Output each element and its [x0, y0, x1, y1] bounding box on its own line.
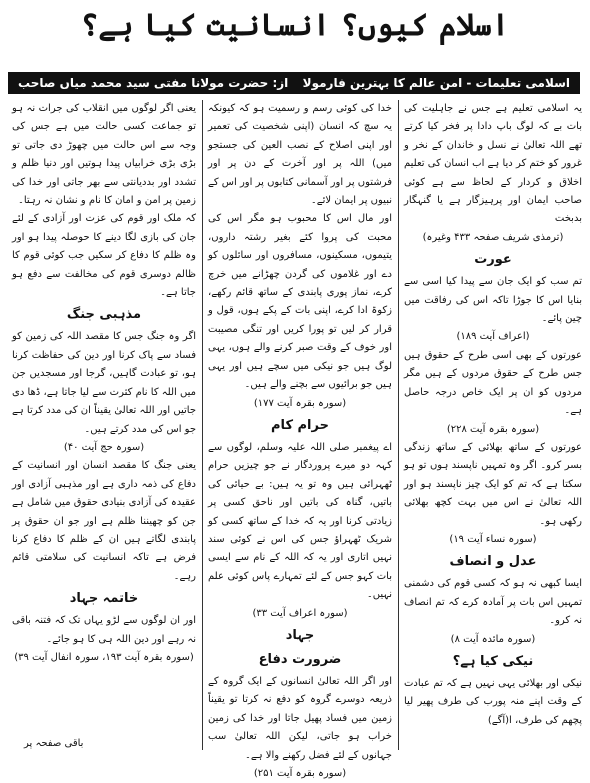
column-left-paragraph: اور ان لوگوں سے لڑو یہاں تک کہ فتنہ باقی نہ رہے اور دین اللہ ہی کا ہو جائے۔: [12, 615, 196, 645]
citation: (سورہ نساء آیت ۱۹): [449, 533, 537, 545]
page-title: اسلام کیوں؟ انسانیت کیا ہے؟: [80, 8, 510, 43]
column-right-paragraph: ایسا کبھی نہ ہو کہ کسی قوم کی دشمنی تمہیں اس بات پر آمادہ کرے کہ تم انصاف نہ کرو۔: [404, 578, 582, 627]
section-heading-woman: عورت: [474, 252, 512, 268]
continued-note: باقی صفحہ پر: [24, 738, 84, 749]
column-middle-paragraph: خدا کی کوئی رسم و رسمیت ہو کہ کیونکہ یہ سچ کہ انسان (اپنی شخصیت کی تعمیر اور اپنی اصلاح کے نصب العین کی جستجو میں) اللہ پر اور آخرت کے دن پر اور فرشتوں پر اور آسمانی کتابوں پر اور اس کے نبیوں پر ایمان لائے۔: [208, 103, 392, 207]
column-right-paragraph: تم سب کو ایک جان سے پیدا کیا اسی سے بنایا اس کا جوڑا تاکہ اس کی رفاقت میں چین پائے۔: [404, 276, 582, 325]
column-right-paragraph: عورتوں کے بھی اسی طرح کے حقوق ہیں جس طرح کے حقوق مردوں کے ہیں مگر مردوں کو ان پر ایک خاص درجہ حاصل ہے۔: [404, 349, 582, 417]
section-heading-jihad: جہاد: [285, 627, 315, 643]
banner-series-label: اسلامی تعلیمات - امن عالم کا بہترین فارمولا: [302, 76, 570, 90]
column-left-paragraph: کہ ملک اور قوم کی عزت اور آزادی کے لئے جان کی بازی لگا دینے کا حوصلہ پیدا ہو اور وہ ظلم کا دفاع کر سکیں جب کوئی قوم کا ظالم دوسری قوم کی مخالفت سے دفع ہو جاتا ہے۔: [12, 213, 196, 299]
column-right-paragraph: عورتوں کے ساتھ بھلائی کے ساتھ زندگی بسر کرو۔ اگر وہ تمہیں ناپسند ہوں تو ہو سکتا ہے کہ تم کو ایک چیز ناپسند ہو اور اللہ تعالیٰ نے اس میں بہت کچھ بھلائی رکھی ہو۔: [404, 441, 582, 527]
column-divider: [398, 100, 399, 750]
section-heading-end-of-jihad: خاتمہ جہاد: [69, 591, 139, 607]
column-middle-paragraph: اور اگر اللہ تعالیٰ انسانوں کے ایک گروہ کے ذریعہ دوسرے گروہ کو دفع نہ کرتا تو یقیناً زمین میں فساد پھیل جاتا اور خدا کی زمین خراب ہو جاتی، لیکن اللہ تعالیٰ سب جہانوں کے لئے فضل رکھنے والا ہے۔: [208, 675, 392, 761]
section-heading-virtue: نیکی کیا ہے؟: [452, 653, 534, 669]
citation: (اعراف آیت ۱۸۹): [456, 331, 530, 343]
column-left: [12, 100, 196, 734]
section-heading-religious-war: مذہبی جنگ: [66, 307, 142, 323]
citation: (سورہ بقرہ آیت ۲۵۱): [253, 768, 347, 779]
column-middle-paragraph: اور مال اس کا محبوب ہو مگر اس کی محبت کی پروا کئے بغیر رشتہ داروں، یتیموں، مسکینوں، مسافروں اور سائلوں کو دے اور غلاموں کی گردن چھڑانے میں خرچ کرے، نماز پوری پابندی کے ساتھ قائم رکھے، زکوۃ ادا کرے، اپنی بات کے پکے ہوں، قول و قرار کر لیں تو پورا کریں اور تنگی مصیبت اور خوف کے وقت صبر کرنے والے ہوں، یہی لوگ ہیں جو نیکی میں سچے ہیں اور یہی ہیں جو برائیوں سے بچنے والے ہیں۔: [208, 213, 392, 391]
section-heading-forbidden: حرام کام: [271, 417, 329, 433]
column-left-paragraph: اگر وہ جنگ جس کا مقصد اللہ کی زمین کو فساد سے پاک کرنا اور دین کی حفاظت کرنا ہو، تو عبادت گاہیں، گرجا اور مسجدیں جن میں اللہ کا نام کثرت سے لیا جاتا ہے، ڈھا دی جاتیں اور اللہ تعالیٰ یقیناً ان کی مدد کرتا ہے جو اس کی مدد کرتے ہیں۔: [12, 331, 196, 435]
column-divider: [202, 100, 203, 750]
citation: (سورہ مائدہ آیت ۸): [450, 633, 536, 645]
citation: (سورہ بقرہ آیت ۲۲۸): [446, 423, 540, 435]
citation: (سورہ اعراف آیت ۳۳): [252, 607, 348, 619]
column-middle-paragraph: اے پیغمبر صلی اللہ علیہ وسلم، لوگوں سے کہہ دو میرے پروردگار نے جو چیزیں حرام ٹھہرائی ہیں وہ تو یہ ہیں: بے حیائی کی باتیں، گناہ کی باتیں اور ناحق کسی پر زیادتی کرنا اور یہ کہ خدا کے ساتھ کسی کو شریک ٹھہراؤ جس کی اس نے کوئی سند نہیں اتاری اور یہ کہ اللہ کے نام سے ایسی بات کہو جس کے لئے تمہارے پاس کوئی علم نہیں۔: [208, 441, 392, 601]
citation: (ترمذی شریف صفحہ ۴۳۳ وغیرہ): [422, 231, 564, 243]
column-left-paragraph: یعنی اگر لوگوں میں انقلاب کی جرات نہ ہو تو جماعت کسی حالت میں ہے جس کی وجہ سے اس حالت میں چھوڑ دی جاتی تو بڑی بڑی خرابیاں پیدا ہوتیں اور دنیا ظلم و تشدد اور بددیانتی سے بھر جاتی اور خدا کی زمین پر امن و امان کا نام و نشان نہ رہتا۔: [12, 103, 196, 207]
banner-author-label: از: حضرت مولانا مفتی سید محمد میاں صاحب: [18, 76, 289, 90]
column-right: [404, 100, 582, 750]
citation: (سورہ بقرہ آیت ۱۷۷): [253, 397, 347, 409]
section-heading-defense: ضرورت دفاع: [258, 651, 342, 667]
column-right-paragraph: یہ اسلامی تعلیم ہے جس نے جاہلیت کی بات بے کہ لوگ باپ دادا پر فخر کیا کرتے تھے اللہ تعالیٰ نے نسل و خاندان کے نخر و غرور کو ختم کر دیا ہے اب انسان کی تعلیم اخلاق و کردار کے لحاظ سے ہے کوئی صاحب ایمان اور پرہیزگار ہے یا گنہگار بدبخت: [404, 103, 582, 225]
column-middle: [208, 100, 392, 779]
column-left-paragraph: یعنی جنگ کا مقصد انسان اور انسانیت کے دفاع کی ذمہ داری ہے اور مذہبی آزادی اور عقیدہ کی آزادی بنیادی حقوق میں شامل ہے جن کو چھیننا ظلم ہے اور جو ان حقوق پر پابندی لگاتے ہیں ان کے ظلم کا دفاع کرنا فرض ہے تاکہ انسانیت کی سلامتی قائم رہے۔: [12, 460, 196, 582]
citation: (سورہ حج آیت ۴۰): [63, 441, 145, 453]
citation: (سورہ بقرہ آیت ۱۹۳، سورہ انفال آیت ۳۹): [14, 651, 194, 663]
section-heading-justice: عدل و انصاف: [449, 554, 537, 570]
column-right-paragraph: نیکی اور بھلائی یہی نہیں ہے کہ تم عبادت کے وقت اپنے منہ پورب کی طرف پھیر لیا پچھم کی طرف، ا(آگے): [404, 677, 582, 726]
author-banner: [8, 72, 580, 94]
